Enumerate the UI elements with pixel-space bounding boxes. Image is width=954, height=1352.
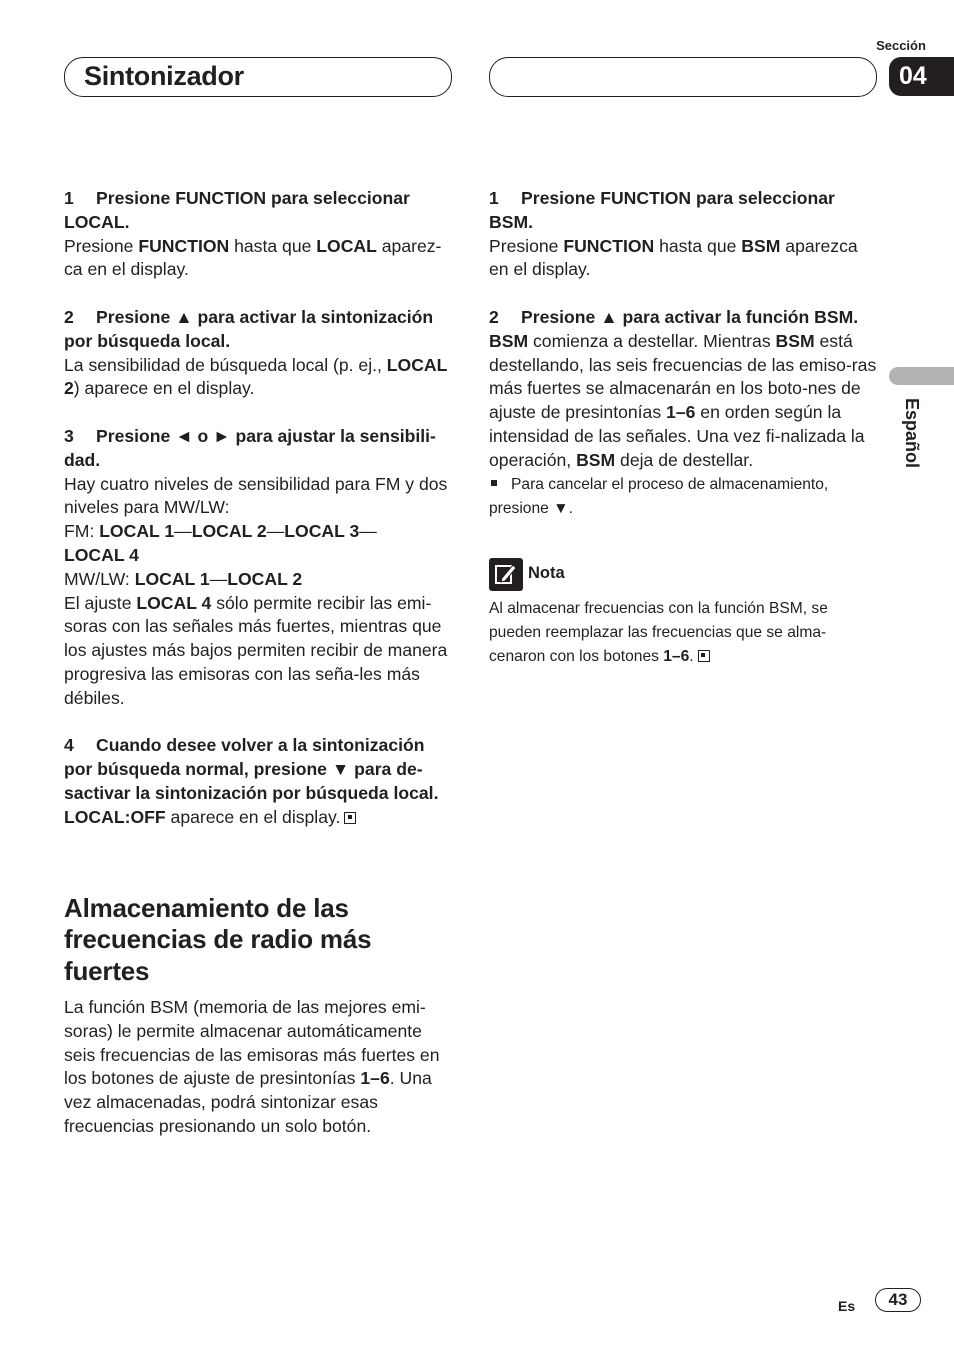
mw-levels: MW/LW: LOCAL 1—LOCAL 2: [64, 568, 303, 589]
step-body: Hay cuatro niveles de sensibilidad para FM y dos niveles para MW/LW:: [64, 473, 448, 518]
note-header: [489, 558, 877, 591]
step-body: Presione FUNCTION hasta que LOCAL aparez-ca en el display.: [64, 235, 442, 280]
step-body: La sensibilidad de búsqueda local (p. ej., LOCAL 2) aparece en el display.: [64, 354, 448, 399]
step-body: Presione FUNCTION hasta que BSM aparezca en el display.: [489, 235, 858, 280]
page-title: Sintonizador: [84, 61, 244, 91]
bullet-item: Para cancelar el proceso de almacenamiento, presione ▼.: [489, 475, 829, 517]
step-heading: 1 Presione FUNCTION para seleccionar BSM.: [489, 188, 835, 232]
end-of-section-icon: [698, 650, 710, 662]
step-heading: 2 Presione ▲ para activar la función BSM.: [489, 306, 859, 327]
section-number-tab: 04: [889, 57, 954, 96]
pencil-note-icon: [489, 558, 523, 591]
left-column: [64, 187, 452, 1139]
page-number: 43: [875, 1288, 921, 1312]
step-heading: 2 Presione ▲ para activar la sintonización por búsqueda local.: [64, 306, 434, 351]
header-right-frame: [489, 57, 877, 97]
note-title: Nota: [528, 564, 565, 583]
language-label: Español: [902, 398, 922, 469]
step-heading: 1 Presione FUNCTION para seleccionar LOCAL.: [64, 188, 410, 232]
section-body: La función BSM (memoria de las mejores emi-soras) le permite almacenar automáticamente seis frecuencias de las emisoras más fuertes en los botones de ajuste de presintonías 1–6. Una vez almacenadas, podrá sintonizar esas frecuencias presionando un solo botón.: [64, 997, 440, 1136]
section-heading: Almacenamiento de las frecuencias de radio más fuertes: [64, 892, 372, 986]
footer-language: Es: [838, 1298, 856, 1314]
step-body: BSM comienza a destellar. Mientras BSM está destellando, las seis frecuencias de las emiso-ras más fuertes se almacenarán en los boto-nes de ajuste de presintonías 1–6 en orden según la intensidad de las señales. Una vez fi-nalizada la operación, BSM deja de destellar.: [489, 330, 877, 470]
section-label: Sección: [876, 38, 926, 53]
fm-levels: FM: LOCAL 1—LOCAL 2—LOCAL 3— LOCAL 4: [64, 521, 377, 565]
step-heading: 4 Cuando desee volver a la sintonización por búsqueda normal, presione ▼ para de-sactivar la sintonización por búsqueda local.: [64, 735, 439, 803]
bullet-square-icon: [491, 480, 497, 486]
language-tab-bar: [889, 367, 954, 385]
note-body: Al almacenar frecuencias con la función BSM, se pueden reemplazar las frecuencias que se alma-cenaron con los botones 1–6.: [489, 599, 828, 665]
right-column: [489, 187, 877, 669]
step-heading: 3 Presione ◄ o ► para ajustar la sensibili-dad.: [64, 425, 436, 470]
step-body: LOCAL:OFF aparece en el display.: [64, 806, 452, 830]
step-body: El ajuste LOCAL 4 sólo permite recibir las emi-soras con las señales más fuertes, mientras que los ajustes más bajos permiten recibir de manera progresiva las emisoras con las seña-les más débiles.: [64, 592, 448, 708]
end-of-section-icon: [344, 812, 356, 824]
